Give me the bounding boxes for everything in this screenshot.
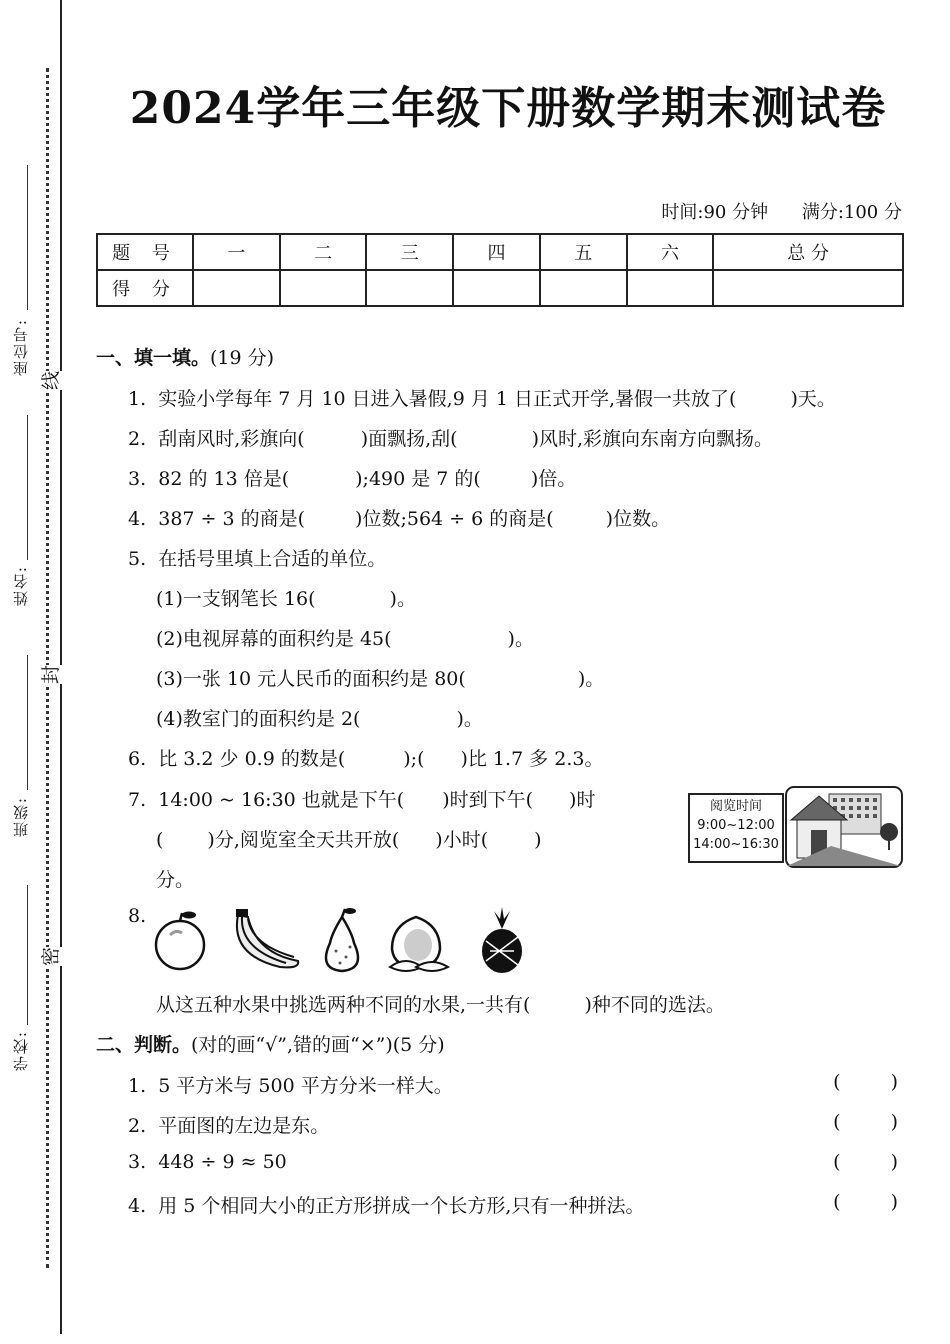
q5-3-end: )。 bbox=[577, 668, 605, 690]
judge-2-answer[interactable] bbox=[833, 1111, 898, 1133]
question-4 bbox=[128, 504, 670, 531]
header-cell: 四 bbox=[453, 234, 540, 270]
q4-text-end: )位数。 bbox=[605, 508, 671, 530]
judge-3-text: 448 ÷ 9 ≈ 50 bbox=[158, 1151, 287, 1173]
question-5-1 bbox=[156, 584, 416, 611]
q5-3-text: (3)一张 10 元人民币的面积约是 80( bbox=[156, 668, 466, 690]
reading-room-hours-sign bbox=[688, 793, 784, 863]
judge-4-number: 4. bbox=[128, 1195, 147, 1217]
judge-item-1 bbox=[128, 1071, 453, 1098]
q7-paren: ( bbox=[156, 829, 164, 851]
paren: ( bbox=[833, 1111, 841, 1133]
q7-text-mid: )时到下午( bbox=[442, 789, 534, 811]
class-label: 班级: bbox=[12, 796, 30, 838]
q4-number: 4. bbox=[128, 508, 147, 530]
seal-char-secret: 密 bbox=[33, 947, 66, 966]
header-cell: 三 bbox=[366, 234, 453, 270]
q7-number: 7. bbox=[128, 789, 147, 811]
score-cell[interactable] bbox=[280, 270, 367, 306]
judge-4-text: 用 5 个相同大小的正方形拼成一个长方形,只有一种拼法。 bbox=[158, 1195, 645, 1217]
school-blank bbox=[27, 885, 28, 1025]
score-table-header bbox=[97, 234, 903, 270]
header-cell: 一 bbox=[193, 234, 280, 270]
q3-number: 3. bbox=[128, 468, 147, 490]
q5-1-end: )。 bbox=[389, 588, 416, 610]
peach-icon bbox=[390, 917, 448, 971]
section-2-heading bbox=[96, 1030, 445, 1057]
class-blank bbox=[27, 655, 28, 790]
apple-icon bbox=[156, 912, 204, 970]
q6-text: 比 3.2 少 0.9 的数是( bbox=[158, 748, 346, 770]
score-row-label: 得 分 bbox=[97, 270, 193, 306]
q3-text-mid: );490 是 7 的( bbox=[355, 468, 481, 490]
q5-text: 在括号里填上合适的单位。 bbox=[158, 548, 387, 570]
question-1 bbox=[128, 384, 836, 411]
q7-text-4: ) bbox=[534, 829, 542, 851]
pineapple-icon bbox=[482, 907, 522, 973]
section-1-heading bbox=[96, 343, 274, 370]
full-score: 满分:100 分 bbox=[801, 202, 902, 223]
q1-text: 实验小学每年 7 月 10 日进入暑假,9 月 1 日正式开学,暑假一共放了( bbox=[158, 388, 737, 410]
q2-text: 刮南风时,彩旗向( bbox=[158, 428, 305, 450]
section-2-title: 二、判断。 bbox=[96, 1034, 192, 1056]
paren: ( bbox=[833, 1151, 841, 1173]
banana-icon bbox=[236, 909, 298, 967]
paren: ) bbox=[890, 1071, 898, 1093]
question-7-line3 bbox=[156, 865, 194, 892]
question-2 bbox=[128, 424, 773, 451]
question-3 bbox=[128, 464, 576, 491]
question-5-3 bbox=[156, 664, 604, 691]
score-cell[interactable] bbox=[540, 270, 627, 306]
judge-1-text: 5 平方米与 500 平方分米一样大。 bbox=[158, 1075, 453, 1097]
q6-text-end: )比 1.7 多 2.3。 bbox=[460, 748, 604, 770]
judge-item-2 bbox=[128, 1111, 329, 1138]
q3-text-end: )倍。 bbox=[530, 468, 577, 490]
paren: ) bbox=[890, 1111, 898, 1133]
header-cell: 总 分 bbox=[713, 234, 903, 270]
q4-text-mid: )位数;564 ÷ 6 的商是( bbox=[355, 508, 554, 530]
header-cell: 六 bbox=[627, 234, 714, 270]
judge-1-answer[interactable] bbox=[833, 1071, 898, 1093]
score-table-row bbox=[97, 270, 903, 306]
section-1-title: 一、填一填。 bbox=[96, 347, 211, 369]
q5-4-text: (4)教室门的面积约是 2( bbox=[156, 708, 361, 730]
q7-text-end: )时 bbox=[569, 789, 596, 811]
score-cell[interactable] bbox=[627, 270, 714, 306]
seat-label: 座位号: bbox=[12, 318, 30, 377]
name-label: 姓名: bbox=[12, 565, 30, 607]
seal-char-line: 线 bbox=[33, 371, 66, 390]
pear-icon bbox=[326, 908, 358, 971]
judge-1-number: 1. bbox=[128, 1075, 147, 1097]
question-8-text bbox=[156, 990, 725, 1017]
judge-4-answer[interactable] bbox=[833, 1191, 898, 1213]
question-5-4 bbox=[156, 704, 483, 731]
paren: ) bbox=[890, 1191, 898, 1213]
score-cell[interactable] bbox=[713, 270, 903, 306]
score-cell[interactable] bbox=[193, 270, 280, 306]
section-1-score: (19 分) bbox=[210, 347, 275, 369]
question-7-line2 bbox=[156, 825, 542, 852]
exam-meta bbox=[633, 198, 902, 224]
question-8 bbox=[128, 905, 146, 927]
q4-text: 387 ÷ 3 的商是( bbox=[158, 508, 306, 530]
seal-char-seal: 封 bbox=[33, 665, 66, 684]
library-building-illustration bbox=[785, 786, 903, 868]
q8-text: 从这五种水果中挑选两种不同的水果,一共有( bbox=[156, 994, 531, 1016]
score-table bbox=[96, 233, 904, 307]
header-cell: 二 bbox=[280, 234, 367, 270]
judge-2-number: 2. bbox=[128, 1115, 147, 1137]
q5-1-text: (1)一支钢笔长 16( bbox=[156, 588, 316, 610]
time-limit: 时间:90 分钟 bbox=[661, 202, 769, 223]
seat-blank bbox=[27, 165, 28, 310]
question-5 bbox=[128, 544, 386, 571]
q5-number: 5. bbox=[128, 548, 147, 570]
sign-afternoon-hours: 14:00~16:30 bbox=[693, 837, 779, 852]
school-label: 学校: bbox=[12, 1030, 30, 1072]
q2-text-end: )风时,彩旗向东南方向飘扬。 bbox=[531, 428, 774, 450]
q5-4-end: )。 bbox=[456, 708, 483, 730]
paren: ( bbox=[833, 1191, 841, 1213]
q8-number: 8. bbox=[128, 905, 147, 927]
q5-2-end: )。 bbox=[507, 628, 534, 650]
paren: ) bbox=[890, 1151, 898, 1173]
judge-3-number: 3. bbox=[128, 1151, 147, 1173]
q6-text-mid: );( bbox=[403, 748, 425, 770]
q1-number: 1. bbox=[128, 388, 147, 410]
paren: ( bbox=[833, 1071, 841, 1093]
q2-text-mid: )面飘扬,刮( bbox=[360, 428, 458, 450]
page-title: 2024学年三年级下册数学期末测试卷 bbox=[129, 83, 887, 134]
name-blank bbox=[27, 415, 28, 560]
score-cell[interactable] bbox=[366, 270, 453, 306]
judge-2-text: 平面图的左边是东。 bbox=[158, 1115, 330, 1137]
q8-text-end: )种不同的选法。 bbox=[584, 994, 725, 1016]
binding-strip bbox=[0, 0, 66, 1344]
fruit-pictures bbox=[150, 905, 530, 975]
q7-text-2: )分,阅览室全天共开放( bbox=[207, 829, 400, 851]
section-2-note: (对的画“√”,错的画“×”)(5 分) bbox=[191, 1034, 445, 1056]
question-5-2 bbox=[156, 624, 534, 651]
question-6 bbox=[128, 744, 603, 771]
question-7 bbox=[128, 785, 595, 812]
score-cell[interactable] bbox=[453, 270, 540, 306]
q5-2-text: (2)电视屏幕的面积约是 45( bbox=[156, 628, 392, 650]
q7-text-5: 分。 bbox=[156, 869, 195, 891]
judge-item-4 bbox=[128, 1191, 644, 1218]
header-cell: 题 号 bbox=[97, 234, 193, 270]
sign-morning-hours: 9:00~12:00 bbox=[697, 818, 775, 833]
q2-number: 2. bbox=[128, 428, 147, 450]
q7-text-3: )小时( bbox=[435, 829, 489, 851]
q7-text: 14:00 ~ 16:30 也就是下午( bbox=[158, 789, 405, 811]
q6-number: 6. bbox=[128, 748, 147, 770]
q1-text-end: )天。 bbox=[790, 388, 836, 410]
judge-3-answer[interactable] bbox=[833, 1151, 898, 1173]
sign-title: 阅览时间 bbox=[709, 799, 762, 814]
judge-item-3 bbox=[128, 1151, 287, 1173]
q3-text: 82 的 13 倍是( bbox=[158, 468, 290, 490]
header-cell: 五 bbox=[540, 234, 627, 270]
